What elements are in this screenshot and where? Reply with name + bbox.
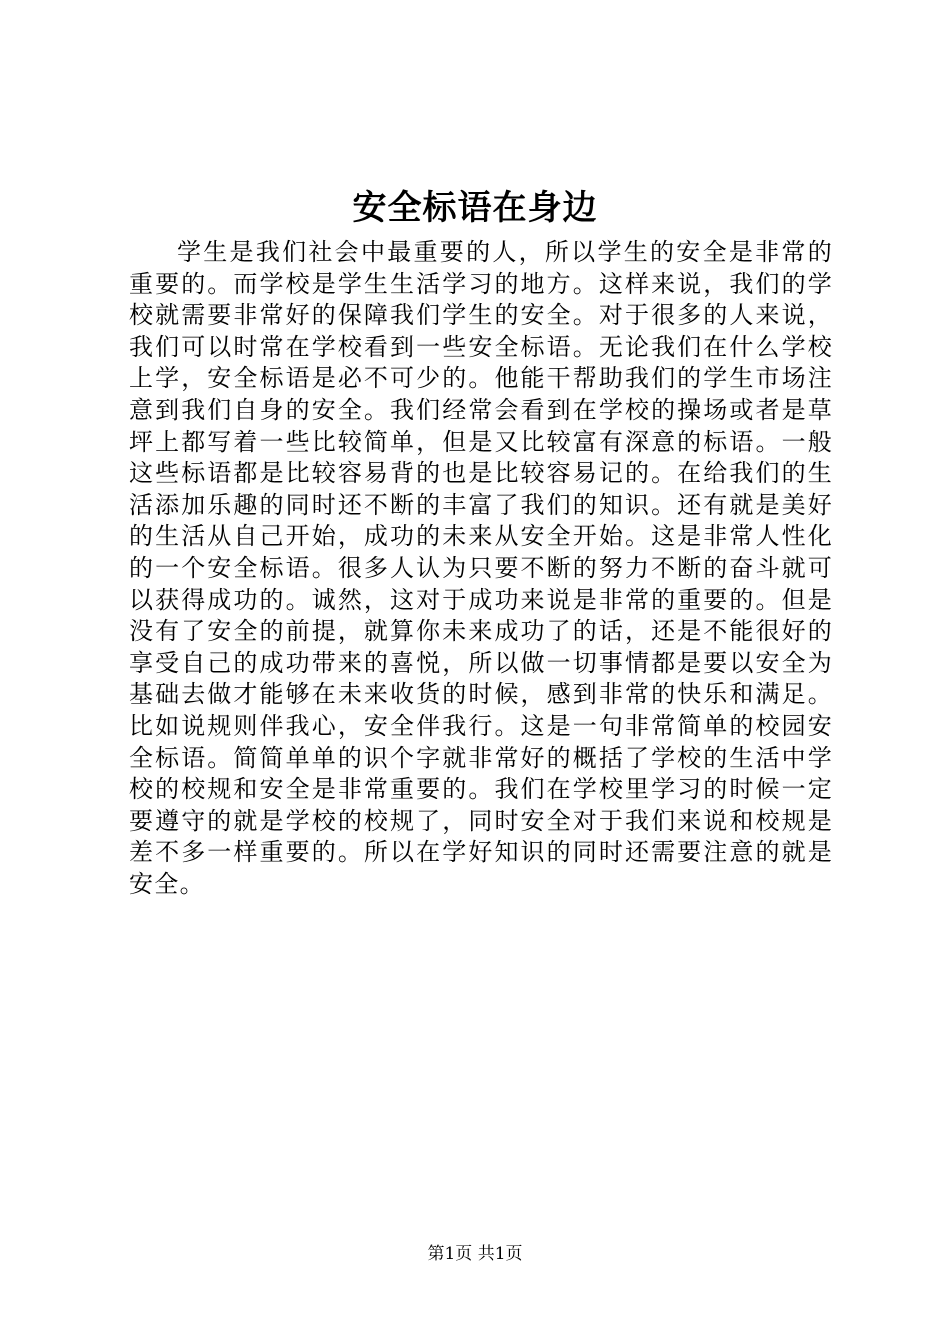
- page-number-footer: 第1页 共1页: [427, 1244, 523, 1264]
- document-body-paragraph: 学生是我们社会中最重要的人，所以学生的安全是非常的重要的。而学校是学生生活学习的地方。这样来说，我们的学校就需要非常好的保障我们学生的安全。对于很多的人来说，我们可以时常在学校看到一些安全标语。无论我们在什么学校上学，安全标语是必不可少的。他能干帮助我们的学生市场注意到我们自身的安全。我们经常会看到在学校的操场或者是草坪上都写着一些比较简单，但是又比较富有深意的标语。一般这些标语都是比较容易背的也是比较容易记的。在给我们的生活添加乐趣的同时还不断的丰富了我们的知识。还有就是美好的生活从自己开始，成功的未来从安全开始。这是非常人性化的一个安全标语。很多人认为只要不断的努力不断的奋斗就可以获得成功的。诚然，这对于成功来说是非常的重要的。但是没有了安全的前提，就算你未来成功了的话，还是不能很好的享受自己的成功带来的喜悦，所以做一切事情都是要以安全为基础去做才能够在未来收货的时候，感到非常的快乐和满足。比如说规则伴我心，安全伴我行。这是一句非常简单的校园安全标语。简简单单的识个字就非常好的概括了学校的生活中学校的校规和安全是非常重要的。我们在学校里学习的时候一定要遵守的就是学校的校规了，同时安全对于我们来说和校规是差不多一样重要的。所以在学好知识的同时还需要注意的就是安全。: [129, 238, 833, 898]
- document-title: 安全标语在身边: [352, 188, 598, 228]
